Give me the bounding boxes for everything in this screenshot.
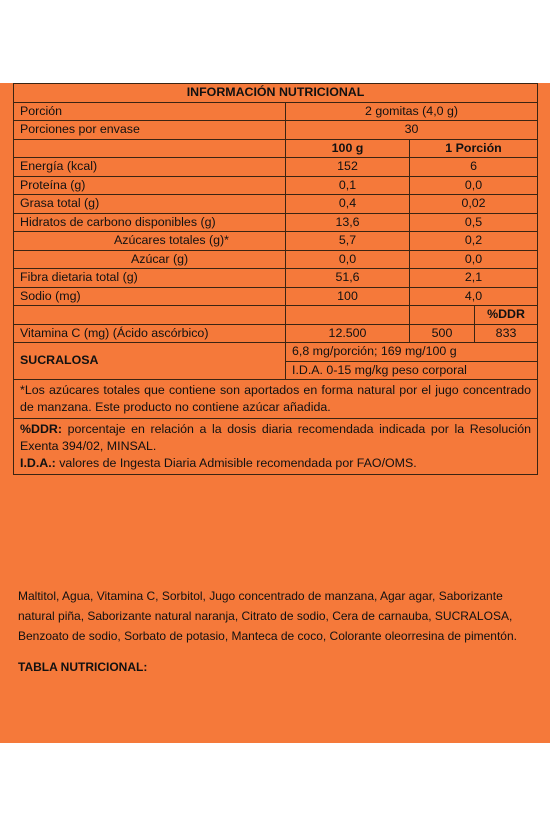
- sucralosa-label: SUCRALOSA: [14, 343, 286, 380]
- servings-label: Porciones por envase: [14, 121, 286, 140]
- row-value-100g: 152: [286, 158, 410, 177]
- servings-value: 30: [286, 121, 538, 140]
- row-label: Fibra dietaria total (g): [14, 269, 286, 288]
- ddr-term: %DDR:: [20, 422, 62, 436]
- row-value-portion: 0,2: [410, 232, 538, 251]
- portion-value: 2 gomitas (4,0 g): [286, 102, 538, 121]
- header-empty-cell: [14, 139, 286, 158]
- definitions-note: [14, 419, 538, 475]
- ddr-header: %DDR: [475, 306, 538, 325]
- sucralosa-line-2: I.D.A. 0-15 mg/kg peso corporal: [286, 361, 538, 380]
- ddr-empty-cell: [286, 306, 410, 325]
- table-row: [14, 213, 538, 232]
- vitamin-c-100g: 12.500: [286, 324, 410, 343]
- table-row: [14, 287, 538, 306]
- vitamin-c-label: Vitamina C (mg) (Ácido ascórbico): [14, 324, 286, 343]
- portion-label: Porción: [14, 102, 286, 121]
- ddr-definition: porcentaje en relación a la dosis diaria recomendada indicada por la Resolución Exenta 394/02, MINSAL.: [20, 422, 532, 453]
- ingredients-text: Maltitol, Agua, Vitamina C, Sorbitol, Jugo concentrado de manzana, Agar agar, Saborizante natural piña, Saborizante natural naranja, Citrato de sodio, Cera de carnauba, SUCRALOSA, Benzoato de sodio, Sorbato de potasio, Manteca de coco, Colorante oleorresina de pimentón.: [18, 589, 517, 643]
- table-row: [14, 269, 538, 288]
- sucralosa-line-1: 6,8 mg/porción; 169 mg/100 g: [286, 343, 538, 362]
- row-value-portion: 0,02: [410, 195, 538, 214]
- tabla-nutricional-heading: TABLA NUTRICIONAL:: [18, 660, 148, 674]
- col-header-100g: 100 g: [286, 139, 410, 158]
- row-value-100g: 5,7: [286, 232, 410, 251]
- ddr-empty-cell: [410, 306, 475, 325]
- table-row: [14, 232, 538, 251]
- row-label: Energía (kcal): [14, 158, 286, 177]
- row-label: Azúcar (g): [14, 250, 286, 269]
- row-value-100g: 100: [286, 287, 410, 306]
- vitamin-c-ddr: 833: [475, 324, 538, 343]
- row-value-portion: 4,0: [410, 287, 538, 306]
- row-label: Azúcares totales (g)*: [14, 232, 286, 251]
- table-row: [14, 195, 538, 214]
- sugar-footnote: *Los azúcares totales que contiene son aportados en forma natural por el jugo concentrado de manzana. Este producto no contiene azúcar añadida.: [14, 380, 538, 419]
- ida-definition: valores de Ingesta Diaria Admisible recomendada por FAO/OMS.: [55, 456, 417, 470]
- table-row: [14, 158, 538, 177]
- row-label: Sodio (mg): [14, 287, 286, 306]
- row-label: Grasa total (g): [14, 195, 286, 214]
- vitamin-c-portion: 500: [410, 324, 475, 343]
- col-header-portion: 1 Porción: [410, 139, 538, 158]
- row-label: Proteína (g): [14, 176, 286, 195]
- row-value-100g: 0,4: [286, 195, 410, 214]
- row-value-portion: 0,0: [410, 176, 538, 195]
- row-value-portion: 0,0: [410, 250, 538, 269]
- row-value-100g: 13,6: [286, 213, 410, 232]
- row-value-100g: 51,6: [286, 269, 410, 288]
- table-row: [14, 250, 538, 269]
- row-value-100g: 0,1: [286, 176, 410, 195]
- row-value-portion: 2,1: [410, 269, 538, 288]
- ddr-empty-cell: [14, 306, 286, 325]
- table-title: INFORMACIÓN NUTRICIONAL: [14, 84, 538, 103]
- row-value-portion: 6: [410, 158, 538, 177]
- ida-term: I.D.A.:: [20, 456, 56, 470]
- row-value-portion: 0,5: [410, 213, 538, 232]
- row-value-100g: 0,0: [286, 250, 410, 269]
- table-row: [14, 176, 538, 195]
- row-label: Hidratos de carbono disponibles (g): [14, 213, 286, 232]
- table-row: [14, 324, 538, 343]
- nutrition-table: [13, 83, 538, 475]
